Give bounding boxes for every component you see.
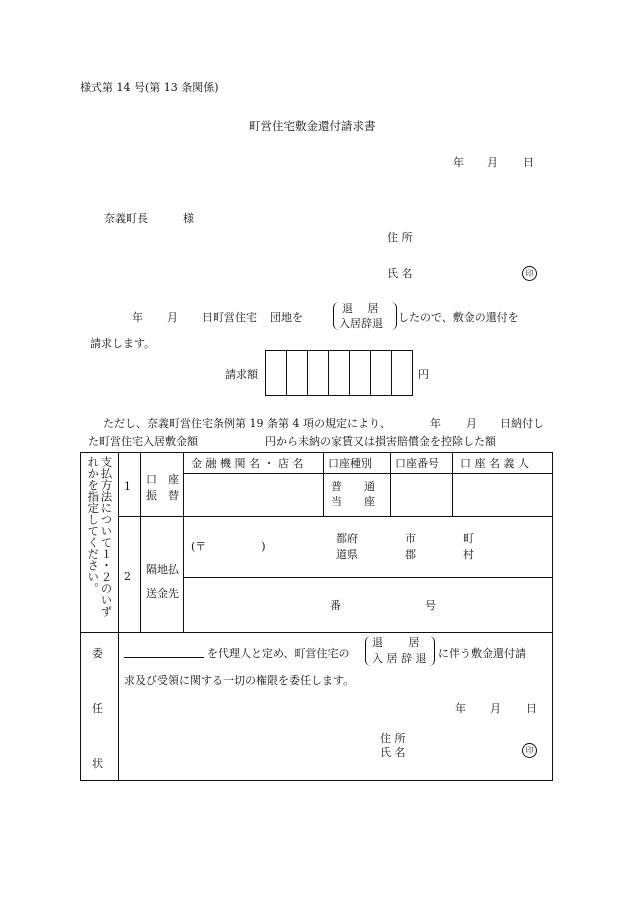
city-label: 市	[405, 532, 416, 545]
digit-box[interactable]	[349, 351, 370, 395]
proxy-month: 月	[490, 702, 501, 715]
proxy-option-withdraw: 入 居 辞 退	[372, 652, 427, 665]
option2-label: 隔地払 送金先	[146, 563, 179, 600]
page-title: 町営住宅敷金還付請求書	[249, 119, 376, 133]
statement-complex: 団地を	[270, 311, 303, 324]
proxy-line1b: に伴う敷金還付請	[438, 647, 526, 660]
header-account-number: 口座番号	[395, 457, 439, 470]
claim-unit: 円	[418, 368, 429, 381]
digit-box[interactable]	[286, 351, 307, 395]
proxy-option-move-out: 退 居	[372, 636, 420, 649]
proxy-address-label: 住 所	[380, 732, 406, 745]
proxy-char-2: 任	[92, 702, 103, 715]
note-line1: ただし、奈義町営住宅条例第 19 条第 4 項の規定により、	[103, 417, 391, 430]
claim-amount-boxes[interactable]	[265, 350, 413, 396]
town-label: 町	[463, 532, 474, 545]
addressee-honorific: 様	[183, 212, 194, 225]
option-move-out: 退 居	[342, 302, 379, 315]
statement-year: 年	[132, 311, 143, 324]
digit-box[interactable]	[391, 351, 412, 395]
header-bank: 金 融 機 関 名 ・ 店 名	[191, 457, 304, 470]
bank-name-field[interactable]	[184, 474, 323, 516]
date-year: 年	[453, 156, 464, 169]
option1-label: 口 座 振 替	[146, 473, 179, 502]
option-withdraw: 入居辞退	[339, 317, 383, 330]
statement-line2: 請求します。	[90, 337, 156, 350]
header-account-type: 口座種別	[328, 457, 372, 470]
banchi-label: 番	[330, 599, 341, 612]
note-line2b: 円から未納の家賃又は損害賠償金を控除した額	[265, 435, 496, 448]
note-month: 月	[466, 417, 477, 430]
statement-rest: したので、敷金の還付を	[398, 311, 519, 324]
postal-code: (〒 )	[191, 540, 266, 553]
date-day: 日	[523, 156, 534, 169]
digit-box[interactable]	[370, 351, 391, 395]
proxy-line2: 求及び受領に関する一切の権限を委任します。	[124, 674, 355, 687]
statement-day-text: 日町営住宅	[202, 311, 257, 324]
proxy-seal-icon: 印	[522, 743, 537, 758]
applicant-name-label: 氏 名	[387, 267, 413, 280]
proxy-name-line[interactable]	[124, 657, 204, 658]
account-number-field[interactable]	[391, 474, 452, 516]
proxy-char-1: 委	[92, 647, 103, 660]
option1-number: 1	[124, 480, 131, 493]
option2-number: 2	[124, 570, 131, 583]
digit-box[interactable]	[328, 351, 349, 395]
village-label: 村	[463, 548, 474, 561]
proxy-name-label: 氏 名	[380, 746, 406, 759]
account-type-current: 当 座	[331, 495, 375, 508]
claim-label: 請求額	[225, 368, 258, 381]
date-month: 月	[487, 156, 498, 169]
addressee-name: 奈義町長	[104, 212, 148, 225]
digit-box[interactable]	[307, 351, 328, 395]
seal-icon: 印	[522, 266, 537, 281]
proxy-day: 日	[526, 702, 537, 715]
prefecture-bottom: 道県	[336, 548, 358, 561]
form-number: 様式第 14 号(第 13 条関係)	[80, 81, 219, 94]
note-year: 年	[430, 417, 441, 430]
applicant-address-label: 住 所	[387, 231, 413, 244]
header-account-holder: 口 座 名 義 人	[460, 457, 529, 470]
statement-month: 月	[167, 311, 178, 324]
prefecture-top: 都府	[336, 532, 358, 545]
payment-method-label: 支払方法について１・２のいずれかを指定してください。	[86, 456, 114, 617]
note-line2a: た町営住宅入居敷金額	[88, 435, 198, 448]
account-type-ordinary: 普 通	[331, 480, 375, 493]
proxy-line1a: を代理人と定め、町営住宅の	[207, 647, 350, 660]
proxy-char-3: 状	[92, 757, 103, 770]
account-holder-field[interactable]	[453, 474, 552, 516]
digit-box[interactable]	[266, 351, 286, 395]
county-label: 郡	[405, 548, 416, 561]
go-label: 号	[425, 599, 436, 612]
note-day: 日納付し	[500, 417, 544, 430]
proxy-year: 年	[455, 702, 466, 715]
